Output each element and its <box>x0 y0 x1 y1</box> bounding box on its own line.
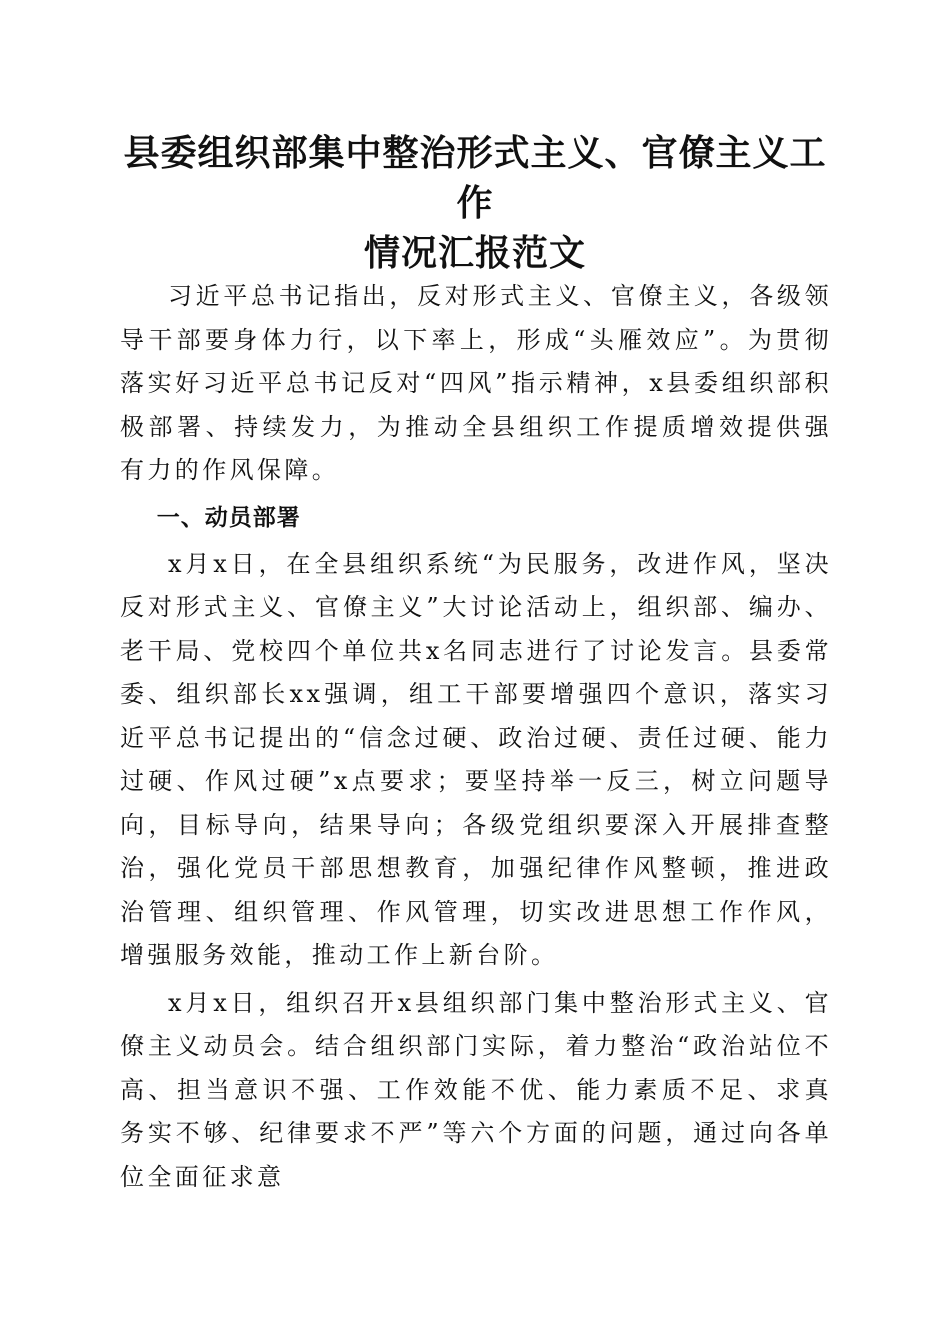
title-line-1: 县委组织部集中整治形式主义、官僚主义工作 <box>123 132 827 224</box>
document-body <box>120 275 832 1199</box>
intro-paragraph: 习近平总书记指出，反对形式主义、官僚主义，各级领导干部要身体力行，以下率上，形成“头雁效应”。为贯彻落实好习近平总书记反对“四风”指示精神，x县委组织部积极部署、持续发力，为推动全县组织工作提质增效提供强有力的作风保障。 <box>120 282 832 484</box>
document-title <box>110 128 840 278</box>
title-line-2: 情况汇报范文 <box>363 232 586 274</box>
body-paragraph: x月x日，在全县组织系统“为民服务，改进作风，坚决反对形式主义、官僚主义”大讨论活动上，组织部、编办、老干局、党校四个单位共x名同志进行了讨论发言。县委常委、组织部长xx强调，组工干部要增强四个意识，落实习近平总书记提出的“信念过硬、政治过硬、责任过硬、能力过硬、作风过硬”x点要求；要坚持举一反三，树立问题导向，目标导向，结果导向；各级党组织要深入开展排查整治，强化党员干部思想教育，加强纪律作风整顿，推进政治管理、组织管理、作风管理，切实改进思想工作作风，增强服务效能，推动工作上新台阶。 <box>120 549 832 969</box>
section-heading: 一、动员部署 <box>156 504 301 531</box>
body-paragraph: x月x日，组织召开x县组织部门集中整治形式主义、官僚主义动员会。结合组织部门实际，着力整治“政治站位不高、担当意识不强、工作效能不优、能力素质不足、求真务实不够、纪律要求不严”等六个方面的问题，通过向各单位全面征求意 <box>120 988 832 1191</box>
